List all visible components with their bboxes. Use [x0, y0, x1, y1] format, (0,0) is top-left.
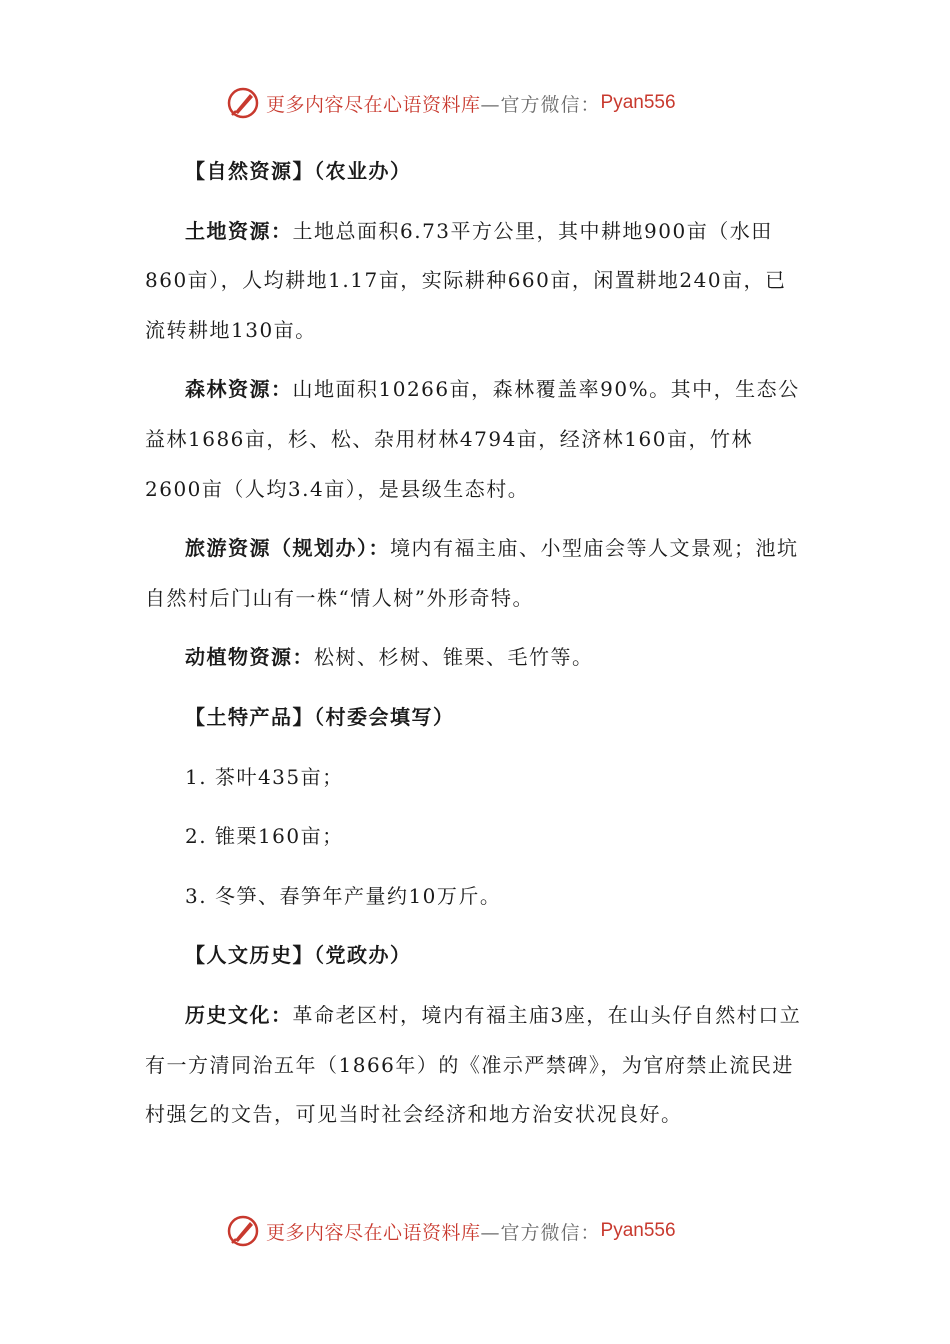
paragraph-history: 历史文化：革命老区村，境内有福主庙3座，在山头仔自然村口立有一方清同治五年（1866年）的《准示严禁碑》，为官府禁止流民进村强乞的文告，可见当时社会经济和地方治安状况良好。	[145, 1002, 802, 1127]
section-heading-specialty: 【土特产品】（村委会填写）	[185, 704, 455, 729]
document-body	[145, 147, 805, 1150]
watermark-text: 更多内容尽在心语资料库	[266, 1221, 481, 1244]
paragraph-forest-resources: 森林资源：山地面积10266亩，森林覆盖率90%。其中，生态公益林1686亩，杉、松、杂用材林4794亩，经济林160亩，竹林2600亩（人均3.4亩），是县级生态村。	[145, 377, 800, 501]
list-item: 3. 冬笋、春笋年产量约10万斤。	[185, 883, 502, 908]
list-item: 2. 锥栗160亩；	[185, 824, 344, 849]
header-watermark	[226, 83, 726, 123]
quill-logo-icon	[226, 86, 260, 120]
watermark-wechat-id: Pyan556	[600, 92, 676, 113]
watermark-wechat-label: —官方微信：	[480, 1221, 601, 1244]
paragraph-land-resources: 土地资源：土地总面积6.73平方公里，其中耕地900亩（水田860亩），人均耕地1.17亩，实际耕种660亩，闲置耕地240亩，已流转耕地130亩。	[145, 218, 787, 342]
section-heading-natural-resources: 【自然资源】（农业办）	[185, 159, 412, 183]
watermark-wechat-id: Pyan556	[600, 1220, 676, 1241]
watermark-text: 更多内容尽在心语资料库	[266, 93, 481, 116]
list-item: 1. 茶叶435亩；	[185, 764, 344, 789]
section-heading-culture: 【人文历史】（党政办）	[185, 943, 412, 968]
paragraph-flora-fauna: 动植物资源：松树、杉树、锥栗、毛竹等。	[185, 645, 594, 670]
watermark-wechat-label: —官方微信：	[480, 93, 601, 116]
footer-watermark	[226, 1211, 726, 1251]
quill-logo-icon	[226, 1214, 260, 1248]
paragraph-tourism-resources: 旅游资源（规划办）：境内有福主庙、小型庙会等人文景观；池坑自然村后门山有一株“情人树”外形奇特。	[145, 536, 799, 610]
